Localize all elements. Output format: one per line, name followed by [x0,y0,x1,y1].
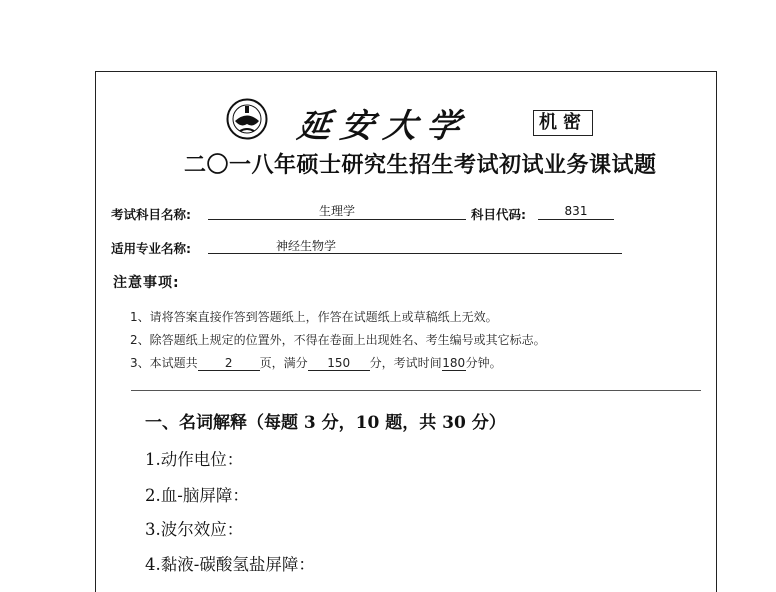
exam-duration: 180 [442,356,466,370]
confidential-mark: 机密 [533,110,593,136]
note-item-3 [130,354,502,371]
note-3-text-4: 分钟。 [465,356,502,370]
note-item: 2、除答题纸上规定的位置外，不得在卷面上出现姓名、考生编号或其它标志。 [130,333,546,347]
major-value: 神经生物学 [208,238,622,254]
note-3-text-3: 分，考试时间 [369,356,442,370]
note-3-text-1: 3、本试题共 [130,356,198,370]
page-count: 2 [198,356,260,371]
university-emblem-icon [226,98,268,140]
question-item: 1.动作电位： [145,450,244,469]
subject-label: 考试科目名称: [111,207,191,222]
section-title: 一、名词解释（每题 3 分，10 题，共 30 分） [145,413,506,433]
exam-title: 二〇一八年硕士研究生招生考试初试业务课试题 [184,153,657,178]
subject-value: 生理学 [208,203,466,220]
question-item: 2.血-脑屏障： [145,486,249,505]
divider-line [131,390,701,391]
note-item: 1、请将答案直接作答到答题纸上，作答在试题纸上或草稿纸上无效。 [130,310,498,324]
major-label: 适用专业名称: [111,241,191,256]
subject-code-label: 科目代码: [471,207,526,222]
question-item: 3.波尔效应： [145,520,244,539]
university-name: 延安大学 [294,106,473,145]
notes-heading: 注意事项: [113,275,180,291]
question-item: 4.黏液-碳酸氢盐屏障： [145,555,315,574]
subject-code-value: 831 [538,203,614,220]
note-3-text-2: 页，满分 [259,356,308,370]
full-score: 150 [308,356,370,371]
